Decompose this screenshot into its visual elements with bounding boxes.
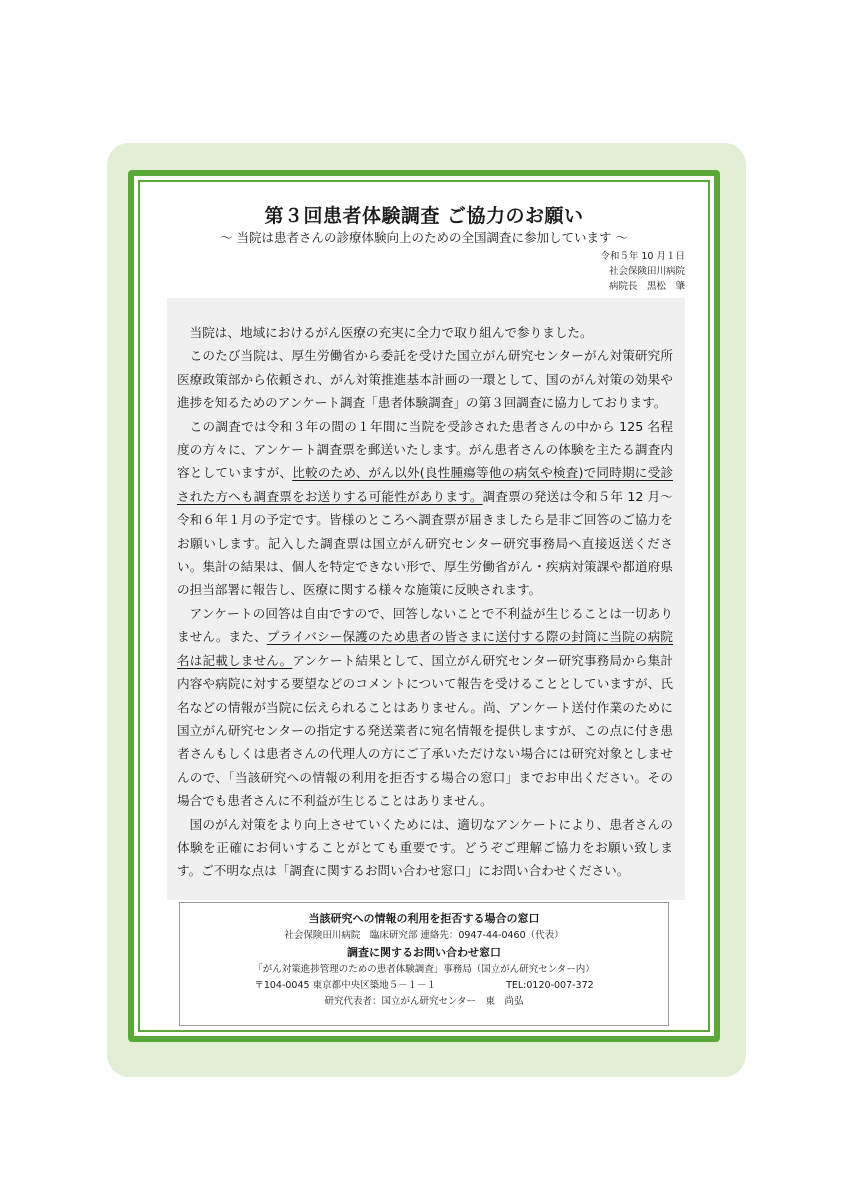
paragraph-1: 当院は、地域におけるがん医療の充実に全力で取り組んで参りました。 (189, 325, 593, 340)
director-name: 病院長 黒松 肇 (608, 281, 685, 292)
page-title: 第３回患者体験調査 ご協力のお願い (264, 205, 584, 227)
paragraph-3-text-b: 調査票の発送は令和５年 12 月～令和６年１月の予定です。皆様のところへ調査票が届きましたら是非ご回答のご協力をお願いします。記入した調査票は国立がん研究センター研究事務局へ直接返送ください。集計の結果は、個人を特定できない形で、厚生労働省がん・疾病対策課や都道府県の担当部署に報告し、医療に関する様々な施策に反映されます。 (177, 488, 673, 598)
address-row (180, 978, 668, 994)
paragraph-3-underlined: 比較のため、がん以外(良性腫瘍等他の病気や検査)で同時期に受診された方へも調査票をお送りする可能性があります。 (177, 465, 673, 504)
refusal-contact-line: 社会保険田川病院 臨床研究部 連絡先：0947-44-0460（代表） (284, 930, 564, 941)
body-text-box (167, 298, 685, 900)
paragraph-3 (177, 415, 673, 602)
paragraph-2: このたび当院は、厚生労働省から委託を受けた国立がん研究センターがん対策研究所医療政策部から依頼され、がん対策推進基本計画の一環として、国のがん対策の効果や進捗を知るためのアンケート調査「患者体験調査」の第３回調査に協力しております。 (177, 348, 673, 411)
paragraph-4-text-a: アンケートの回答は自由ですので、回答しないことで不利益が生じることは一切ありません。また、 (177, 605, 673, 645)
contact-box (179, 902, 669, 1026)
inquiry-contact-heading: 調査に関するお問い合わせ窓口 (347, 946, 501, 959)
research-representative: 研究代表者：国立がん研究センター 東 尚弘 (324, 996, 524, 1007)
issue-date: 令和５年 10 月１日 (600, 251, 685, 262)
paragraph-5: 国のがん対策をより向上させていくためには、適切なアンケートにより、患者さんの体験を正確にお伺いすることがとても重要です。どうぞご理解ご協力をお願い致します。ご不明な点は「調査に関するお問い合わせ窓口」にお問い合わせください。 (177, 816, 673, 879)
issuer-info (600, 249, 685, 294)
paragraph-3-text-a: この調査では令和３年の間の１年間に当院を受診された患者さんの中から 125 名程度の方々に、アンケート調査票を郵送いたします。がん患者さんの体験を主たる調査内容としていますが、 (177, 418, 673, 481)
office-address: 〒104-0045 東京都中央区築地５－１－１ (254, 980, 437, 991)
hospital-name: 社会保険田川病院 (608, 266, 685, 277)
paragraph-4 (177, 602, 673, 813)
paragraph-4-text-b: アンケート結果として、国立がん研究センター研究事務局から集計内容や病院に対する要望などのコメントについて報告を受けることとしていますが、氏名などの情報が当院に伝えられることはありません。尚、アンケート送付作業のために国立がん研究センターの指定する発送業者に宛名情報を提供しますが、この点に付き患者さんもしくは患者さんの代理人の方にご了承いただけない場合には研究対象としませんので、「当該研究への情報の利用を拒否する場合の窓口」までお申出ください。その場合でも患者さんに不利益が生じることはありません。 (177, 652, 673, 809)
office-tel: TEL:0120-007-372 (506, 980, 594, 991)
refusal-contact-heading: 当該研究への情報の利用を拒否する場合の窓口 (308, 912, 540, 925)
page-subtitle: ～ 当院は患者さんの診療体験向上のための全国調査に参加しています ～ (220, 230, 628, 245)
paragraph-4-underlined: プライバシー保護のため患者の皆さまに送付する際の封筒に当院の病院名は記載しません。 (177, 629, 673, 668)
inquiry-office: 「がん対策進捗管理のための患者体験調査」事務局（国立がん研究センター内） (253, 964, 595, 975)
